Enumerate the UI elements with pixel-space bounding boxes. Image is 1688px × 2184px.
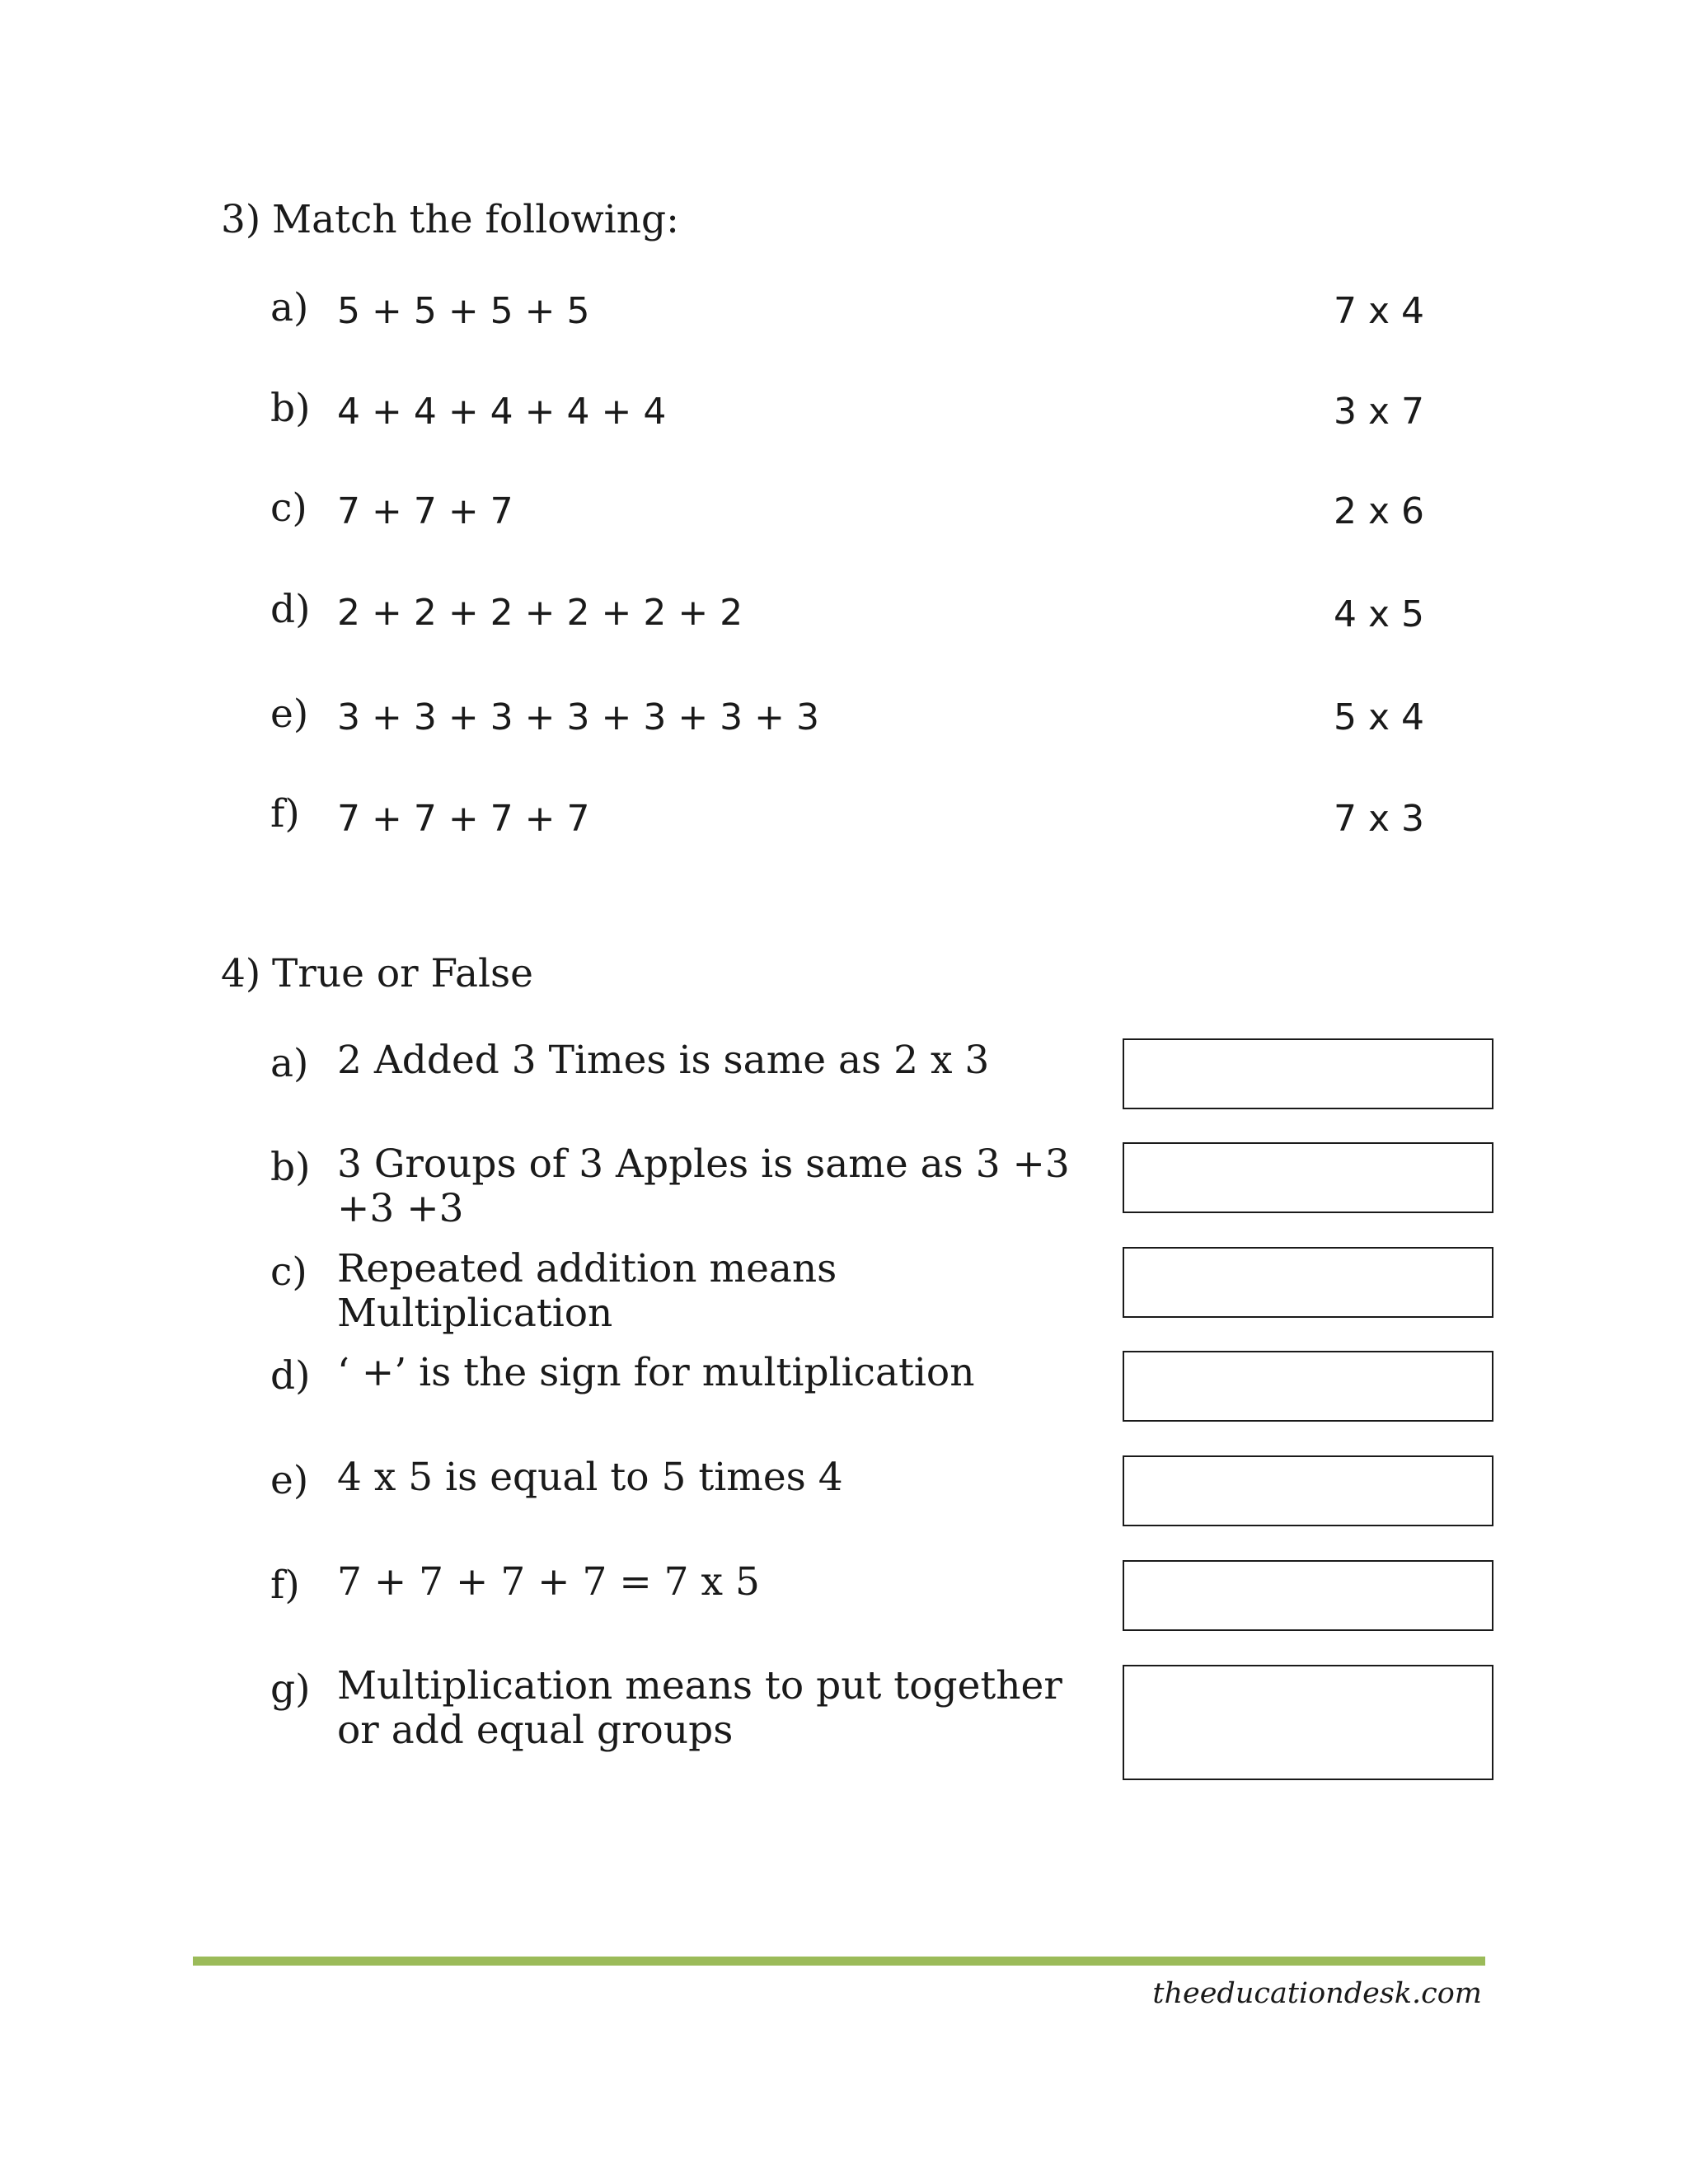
tf-answer-box[interactable] [1123, 1560, 1493, 1631]
match-item-letter: a) [270, 285, 309, 330]
tf-item-letter: f) [270, 1563, 300, 1608]
tf-answer-box[interactable] [1123, 1038, 1493, 1109]
tf-question-title: True or False [272, 951, 533, 996]
tf-item-letter: e) [270, 1458, 309, 1503]
match-item-expression: 7 + 7 + 7 [337, 490, 513, 532]
tf-item-statement: Repeated addition means Multiplication [337, 1246, 837, 1336]
tf-item-statement: Multiplication means to put together or add equal groups [337, 1663, 1062, 1753]
match-item-letter: f) [270, 791, 300, 837]
match-item-answer: 7 x 3 [1334, 798, 1424, 840]
match-item-expression: 2 + 2 + 2 + 2 + 2 + 2 [337, 592, 743, 634]
tf-item-letter: a) [270, 1041, 309, 1086]
tf-answer-box[interactable] [1123, 1455, 1493, 1526]
match-item-answer: 3 x 7 [1334, 391, 1424, 433]
tf-answer-box[interactable] [1123, 1247, 1493, 1318]
tf-question-heading [221, 951, 533, 996]
tf-item-letter: g) [270, 1666, 311, 1712]
tf-item-statement: 2 Added 3 Times is same as 2 x 3 [337, 1038, 990, 1083]
tf-item-statement: 3 Groups of 3 Apples is same as 3 +3 +3 +3 [337, 1141, 1070, 1231]
match-question-number: 3) [221, 197, 261, 242]
tf-item-statement: ‘ +’ is the sign for multiplication [337, 1350, 975, 1395]
tf-item-letter: d) [270, 1353, 311, 1399]
match-item-letter: b) [270, 386, 311, 431]
match-question-heading [221, 197, 679, 242]
match-question-title: Match the following: [272, 197, 679, 242]
tf-item-statement: 4 x 5 is equal to 5 times 4 [337, 1455, 843, 1500]
match-item-expression: 7 + 7 + 7 + 7 [337, 798, 590, 840]
footer-divider [193, 1957, 1485, 1966]
match-item-answer: 2 x 6 [1334, 490, 1424, 532]
match-item-letter: d) [270, 587, 311, 632]
tf-item-letter: c) [270, 1249, 307, 1295]
match-item-expression: 3 + 3 + 3 + 3 + 3 + 3 + 3 [337, 696, 819, 738]
match-item-letter: c) [270, 485, 307, 531]
tf-question-number: 4) [221, 951, 261, 996]
match-item-expression: 4 + 4 + 4 + 4 + 4 [337, 391, 667, 433]
match-item-expression: 5 + 5 + 5 + 5 [337, 290, 590, 332]
tf-answer-box[interactable] [1123, 1665, 1493, 1780]
footer-website: theeducationdesk.com [1152, 1977, 1482, 2010]
match-item-letter: e) [270, 691, 309, 737]
tf-answer-box[interactable] [1123, 1142, 1493, 1213]
tf-item-statement: 7 + 7 + 7 + 7 = 7 x 5 [337, 1559, 760, 1605]
match-item-answer: 4 x 5 [1334, 593, 1424, 635]
match-item-answer: 5 x 4 [1334, 696, 1424, 738]
tf-item-letter: b) [270, 1145, 311, 1190]
tf-answer-box[interactable] [1123, 1351, 1493, 1422]
match-item-answer: 7 x 4 [1334, 290, 1424, 332]
